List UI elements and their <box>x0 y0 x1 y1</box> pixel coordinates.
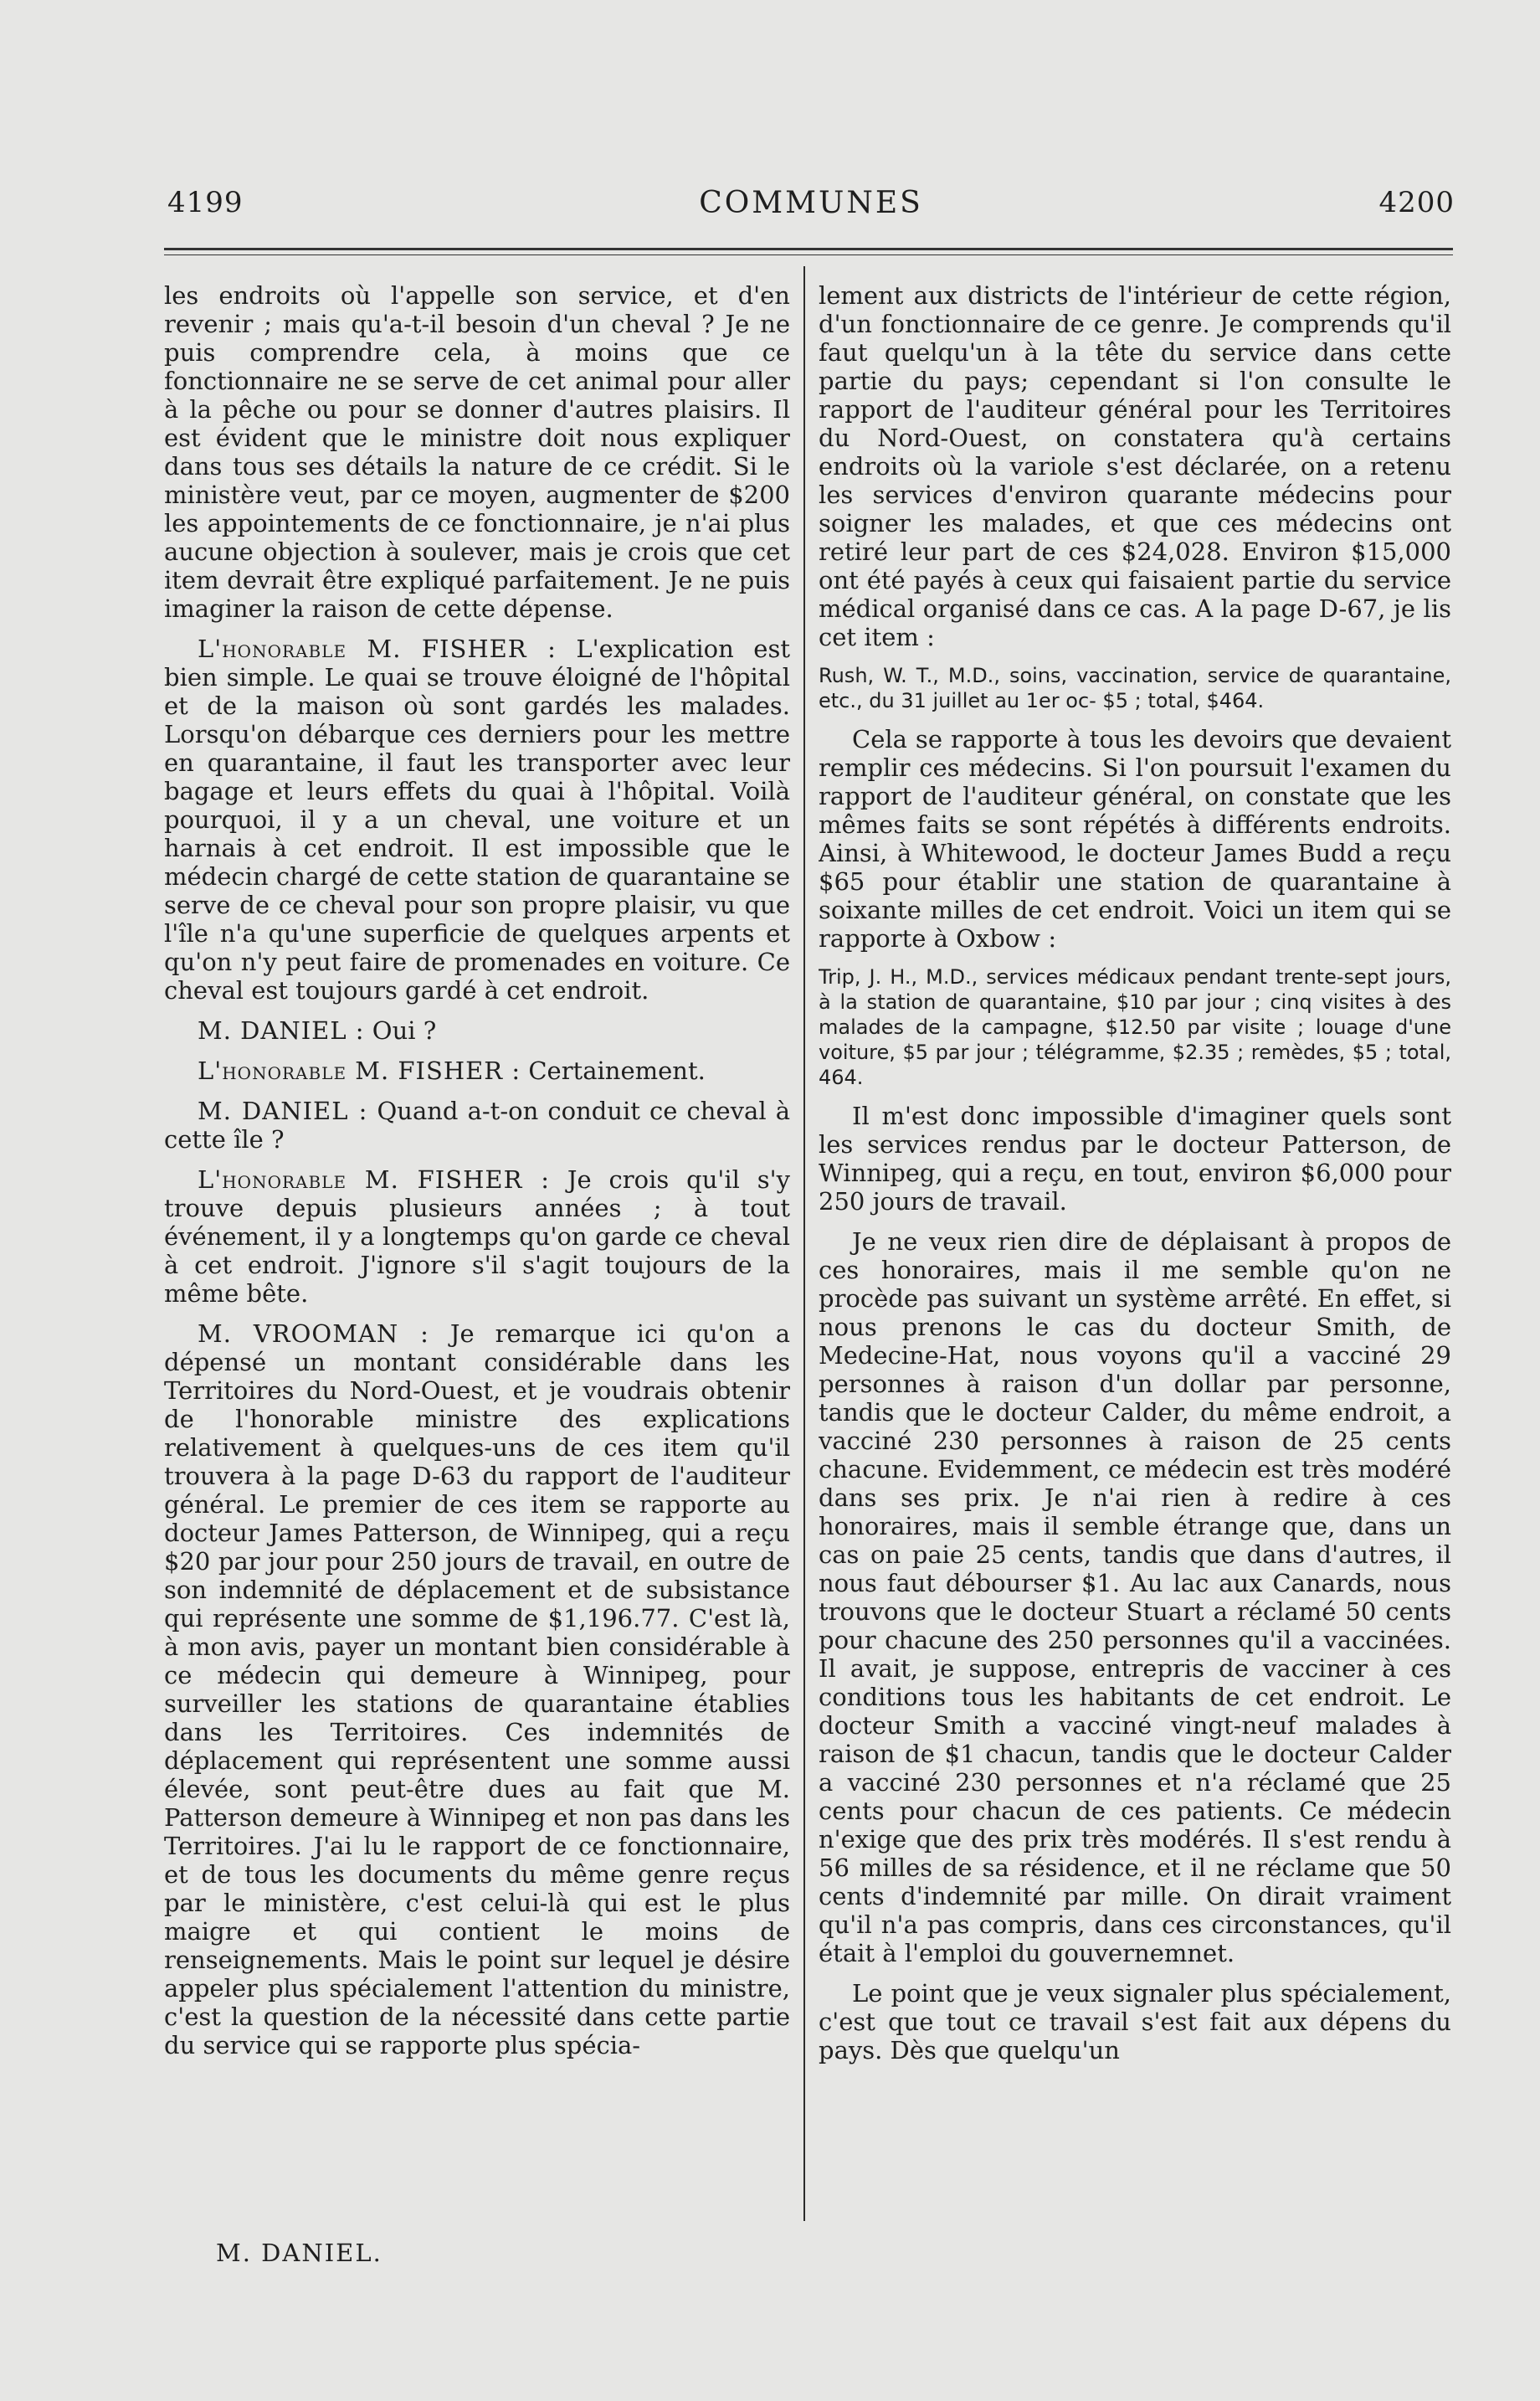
paragraph <box>164 1097 790 1154</box>
paragraph: Cela se rapporte à tous les devoirs que devaient remplir ces médecins. Si l'on poursuit l'examen du rapport de l'auditeur général, on constate que les mêmes faits se sont répétés à différents endroits. Ainsi, à Whitewood, le docteur James Budd a reçu $65 pour établir une station de quarantaine à soixante milles de cet endroit. Voici un item qui se rapporte à Oxbow : <box>819 725 1451 953</box>
speech-text: Certainement. <box>521 1057 706 1085</box>
speech-text: Oui ? <box>364 1016 437 1045</box>
footer-speaker: M. DANIEL. <box>216 2239 382 2267</box>
page-number-right: 4200 <box>1378 186 1455 219</box>
report-item: Trip, J. H., M.D., services médicaux pendant trente-sept jours, à la station de quarantaine, $10 par jour ; cinq visites à des malades de la campagne, $12.50 par visite ; louage d'une voiture, $5 par jour ; télégramme, $2.35 ; remèdes, $5 ; total, 464. <box>819 965 1451 1089</box>
paragraph: Il m'est donc impossible d'imaginer quels sont les services rendus par le docteur Patterson, de Winnipeg, qui a reçu, en tout, environ $6,000 pour 250 jours de travail. <box>819 1102 1451 1216</box>
paragraph <box>164 1057 790 1085</box>
page-title: COMMUNES <box>699 186 923 220</box>
header-rule-thin <box>164 254 1453 255</box>
speech-text: Je crois qu'il s'y trouve depuis plusieurs années ; à tout événement, il y a longtemps qu'on garde ce cheval à cet endroit. J'ignore s'il s'agit toujours de la même bête. <box>164 1165 790 1308</box>
paragraph <box>164 1016 790 1045</box>
left-column <box>164 281 790 2232</box>
speech-text: Quand a-t-on conduit ce cheval à cette île ? <box>164 1097 790 1154</box>
speech-text: L'explication est bien simple. Le quai se trouve éloigné de l'hôpital et de la maison où sont gardés les malades. Lorsqu'on débarque ces derniers pour les mettre en quarantaine, il faut les transporter avec leur bagage et leurs effets du quai à l'hôpital. Voilà pourquoi, il y a un cheval, une voiture et un harnais à cet endroit. Il est impossible que le médecin chargé de cette station de quarantaine se serve de ce cheval pour son propre plaisir, vu que l'île n'a qu'une superficie de quelques arpents et qu'on n'y peut faire de promenades en voiture. Ce cheval est toujours gardé à cet endroit. <box>164 635 790 1005</box>
paragraph <box>164 1319 790 2059</box>
speaker-name: M. DANIEL : <box>198 1097 368 1125</box>
column-divider <box>803 266 805 2221</box>
speaker-name: L'honorable M. FISHER : <box>198 635 557 663</box>
paragraph: Je ne veux rien dire de déplaisant à propos de ces honoraires, mais il me semble qu'on ne procède pas suivant un système arrêté. En effet, si nous prenons le cas du docteur Smith, de Medecine-Hat, nous voyons qu'il a vacciné 29 personnes à raison d'un dollar par personne, tandis que le docteur Calder, du même endroit, a vacciné 230 personnes à raison de 25 cents chacune. Evidemment, ce médecin est très modéré dans ses prix. Je n'ai rien à redire à ces honoraires, mais il semble étrange que, dans un cas on paie 25 cents, tandis que dans d'autres, il nous faut débourser $1. Au lac aux Canards, nous trouvons que le docteur Stuart a réclamé 50 cents pour chacune des 250 personnes qu'il a vaccinées. Il avait, je suppose, entrepris de vacciner à ces conditions tous les habitants de cet endroit. Le docteur Smith a vacciné vingt-neuf malades à raison de $1 chacun, tandis que le docteur Calder a vacciné 230 personnes et n'a réclamé que 25 cents pour chacun de ces patients. Ce médecin n'exige que des prix très modérés. Il s'est rendu à 56 milles de sa résidence, et il ne réclame que 50 cents d'indemnité par mille. On dirait vraiment qu'il n'a pas compris, dans ces circonstances, qu'il était à l'emploi du gouvernemnet. <box>819 1227 1451 1967</box>
header-rule-thick <box>164 248 1453 250</box>
speaker-name: M. VROOMAN : <box>198 1319 429 1348</box>
speaker-name: L'honorable M. FISHER : <box>198 1165 551 1194</box>
paragraph: lement aux districts de l'intérieur de cette région, d'un fonctionnaire de ce genre. Je comprends qu'il faut quelqu'un à la tête du service dans cette partie du pays; cependant si l'on consulte le rapport de l'auditeur général pour les Territoires du Nord-Ouest, on constatera qu'à certains endroits où la variole s'est déclarée, on a retenu les services d'environ quarante médecins pour soigner les malades, et que ces médecins ont retiré leur part de ces $24,028. Environ $15,000 ont été payés à ceux qui faisaient partie du service médical organisé dans ce cas. A la page D-67, je lis cet item : <box>819 281 1451 651</box>
paragraph <box>164 635 790 1005</box>
speaker-name: M. DANIEL : <box>198 1016 365 1045</box>
right-column <box>819 281 1451 2232</box>
speech-text: Je remarque ici qu'on a dépensé un montant considérable dans les Territoires du Nord-Ouest, et je voudrais obtenir de l'honorable ministre des explications relativement à quelques-uns de ces item qu'il trouvera à la page D-63 du rapport de l'auditeur général. Le premier de ces item se rapporte au docteur James Patterson, de Winnipeg, qui a reçu $20 par jour pour 250 jours de travail, en outre de son indemnité de déplacement et de subsistance qui représente une somme de $1,196.77. C'est là, à mon avis, payer un montant bien considérable à ce médecin qui demeure à Winnipeg, pour surveiller les stations de quarantaine établies dans les Territoires. Ces indemnités de déplacement qui représentent une somme aussi élevée, sont peut-être dues au fait que M. Patterson demeure à Winnipeg et non pas dans les Territoires. J'ai lu le rapport de ce fonctionnaire, et de tous les documents du même genre reçus par le ministère, c'est celui-là qui est le plus maigre et qui contient le moins de renseignements. Mais le point sur lequel je désire appeler plus spécialement l'attention du ministre, c'est la question de la nécessité dans cette partie du service qui se rapporte plus spécia- <box>164 1319 790 2059</box>
paragraph: Le point que je veux signaler plus spécialement, c'est que tout ce travail s'est fait aux dépens du pays. Dès que quelqu'un <box>819 1979 1451 2064</box>
paragraph <box>164 1165 790 1308</box>
speaker-name: L'honorable M. FISHER : <box>198 1057 521 1085</box>
report-item: Rush, W. T., M.D., soins, vaccination, service de quarantaine, etc., du 31 juillet au 1er oc- $5 ; total, $464. <box>819 664 1451 712</box>
page-header <box>167 186 1455 228</box>
paragraph: les endroits où l'appelle son service, et d'en revenir ; mais qu'a-t-il besoin d'un cheval ? Je ne puis comprendre cela, à moins que ce fonctionnaire ne se serve de cet animal pour aller à la pêche ou pour se donner d'autres plaisirs. Il est évident que le ministre doit nous expliquer dans tous ses détails la nature de ce crédit. Si le ministère veut, par ce moyen, augmenter de $200 les appointements de ce fonctionnaire, je n'ai plus aucune objection à soulever, mais je crois que cet item devrait être expliqué parfaitement. Je ne puis imaginer la raison de cette dépense. <box>164 281 790 623</box>
page-number-left: 4199 <box>167 186 244 219</box>
